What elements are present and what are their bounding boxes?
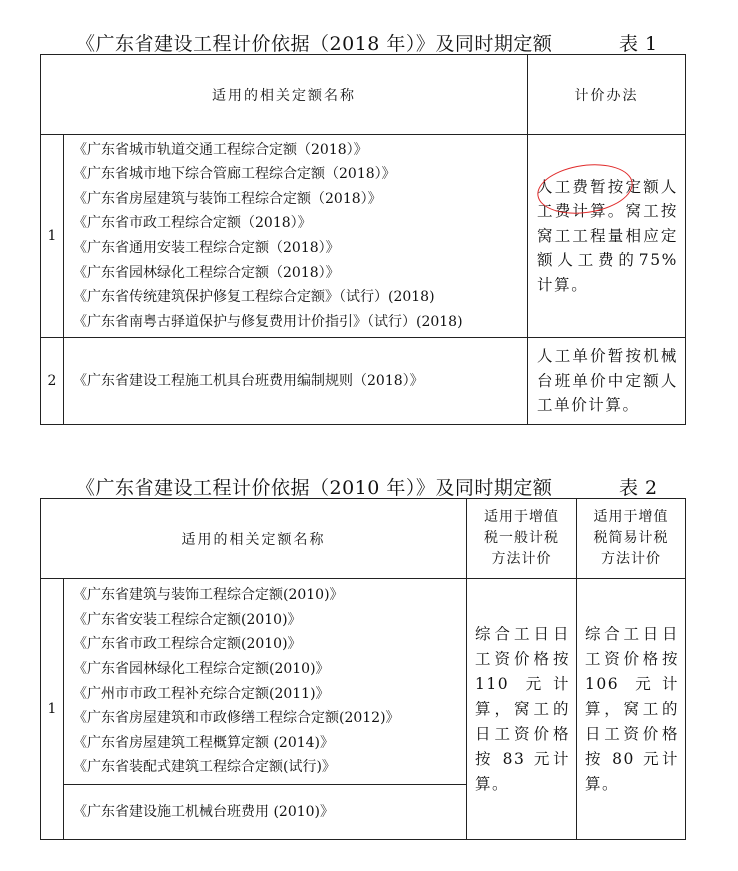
table2-title-line: [76, 473, 676, 499]
quota-name: 《广东省市政工程综合定额（2018）》: [73, 215, 312, 232]
table1-row1-method: 人工费暂按定额人工费计算。窝工按窝工工程量相应定额人工费的75%计算。: [528, 135, 686, 338]
general-method-text: 综合工日日工资价格按 110 元计算，窝工的日工资价格按 83 元计算。: [475, 625, 570, 793]
table1-label: 表 1: [619, 33, 658, 55]
quota-name: 《广东省园林绿化工程综合定额(2010)》: [73, 660, 330, 677]
table2-header-name: 适用的相关定额名称: [41, 499, 467, 579]
table2-row1-number: 1: [41, 579, 64, 840]
quota-name: 《广东省通用安装工程综合定额（2018）》: [73, 240, 340, 256]
table1-row1-number: 1: [41, 135, 64, 338]
quota-name: 《广东省城市地下综合管廊工程综合定额（2018）》: [73, 166, 396, 183]
simple-method-text: 综合工日日工资价格按 106 元计算，窝工的日工资价格按 80 元计算。: [585, 625, 679, 793]
table2-row1-names: [64, 579, 467, 785]
table2-simple-method: [577, 579, 686, 840]
quota-name: 《广东省建筑与装饰工程综合定额(2010)》: [73, 587, 344, 604]
table1: [40, 54, 686, 425]
table2-header-general-tax: 适用于增值税一般计税方法计价: [467, 499, 577, 579]
table1-header-method: 计价办法: [528, 55, 686, 135]
quota-name: 《广东省房屋建筑与装饰工程综合定额（2018）》: [73, 190, 382, 207]
table2-extra-name: [64, 785, 467, 840]
table1-header-name: 适用的相关定额名称: [41, 55, 528, 135]
quota-name: 《广东省市政工程综合定额(2010)》: [73, 636, 302, 653]
table2-general-method: [467, 579, 577, 840]
quota-name: 《广州市市政工程补充综合定额(2011)》: [73, 685, 330, 702]
table1-row2-number: 2: [41, 338, 64, 425]
quota-name: 《广东省安装工程综合定额(2010)》: [73, 611, 302, 628]
quota-name: 《广东省建设施工机械台班费用 (2010)》: [73, 803, 335, 820]
table2-label: 表 2: [619, 477, 658, 499]
quota-name: 《广东省城市轨道交通工程综合定额（2018）》: [73, 141, 368, 158]
quota-name: 《广东省房屋建筑工程概算定额 (2014)》: [73, 734, 335, 751]
table2-title: 《广东省建设工程计价依据（2010 年）》及同时期定额: [76, 477, 553, 499]
quota-name: 《广东省园林绿化工程综合定额（2018）》: [73, 264, 340, 281]
table1-title-line: [76, 29, 676, 55]
quota-name: 《广东省传统建筑保护修复工程综合定额》（试行）(2018): [73, 289, 435, 306]
table1-title: 《广东省建设工程计价依据（2018 年）》及同时期定额: [76, 33, 553, 55]
quota-name: 《广东省南粤古驿道保护与修复费用计价指引》（试行）(2018): [73, 313, 463, 330]
table2: [40, 498, 686, 840]
table1-row1-names: [64, 135, 528, 338]
table2-header-simple-tax: 适用于增值税简易计税方法计价: [577, 499, 686, 579]
table1-row2-names: [64, 338, 528, 425]
quota-name: 《广东省建设工程施工机具台班费用编制规则（2018）》: [73, 372, 424, 389]
quota-name: 《广东省房屋建筑和市政修缮工程综合定额(2012)》: [73, 710, 400, 727]
quota-name: 《广东省装配式建筑工程综合定额(试行)》: [73, 759, 336, 776]
table1-row2-method: 人工单价暂按机械台班单价中定额人工单价计算。: [528, 338, 686, 425]
